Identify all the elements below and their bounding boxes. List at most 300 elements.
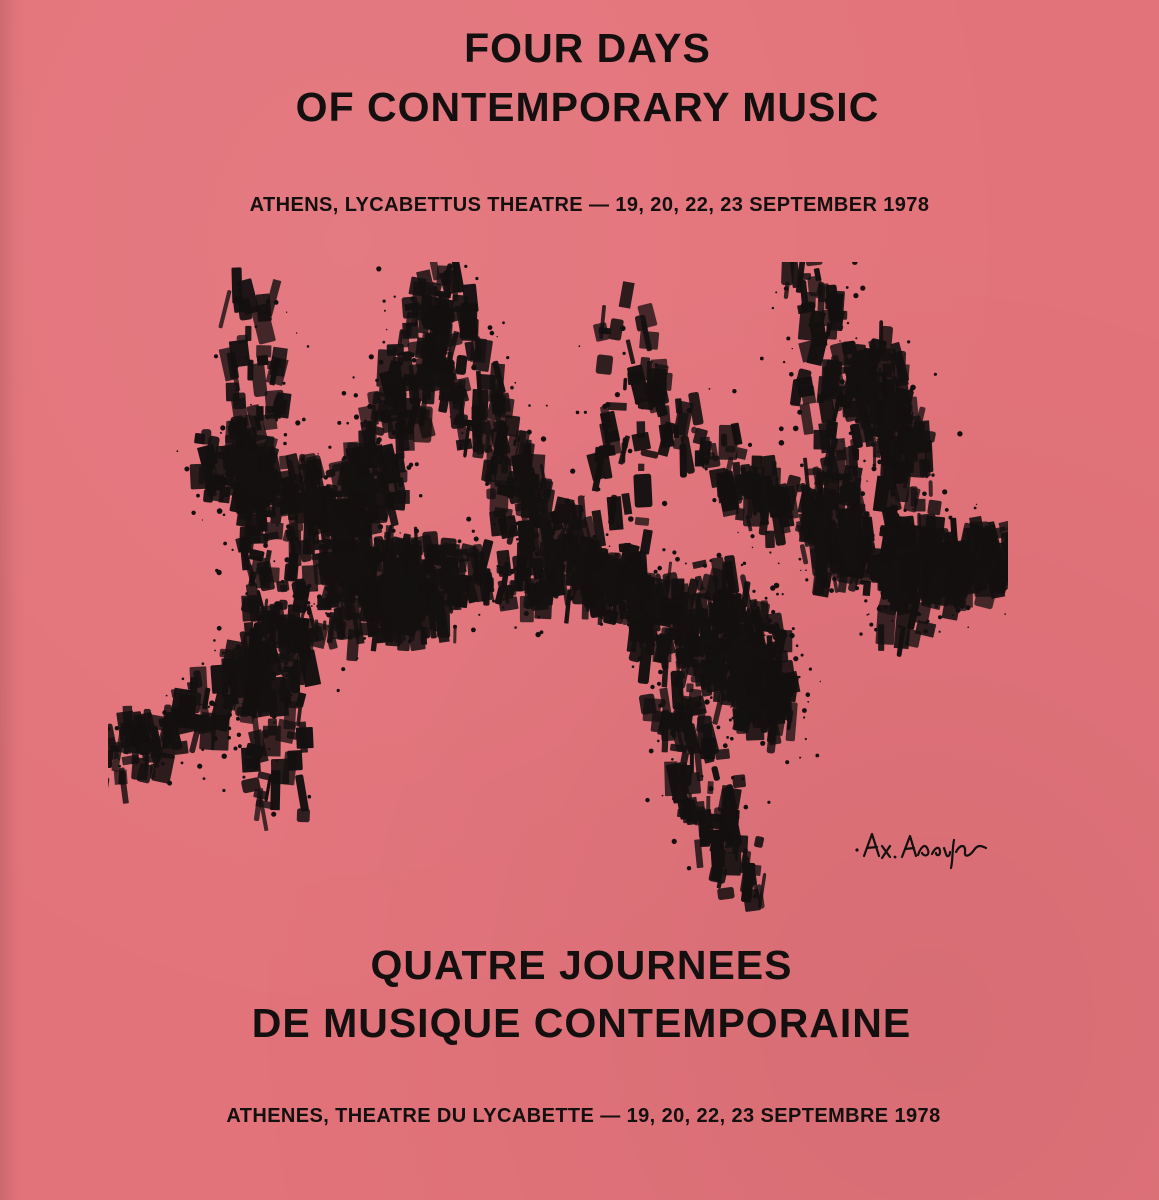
ink-speckle (397, 384, 398, 385)
ink-speckle (675, 557, 680, 562)
ink-speckle (400, 532, 401, 533)
ink-speckle (914, 422, 917, 425)
ink-speckle (831, 444, 836, 449)
ink-speckle (864, 512, 868, 516)
ink-speckle (307, 584, 311, 588)
ink-speckle (711, 722, 713, 724)
ink-speckle (261, 450, 265, 454)
ink-speckle (826, 502, 832, 508)
ink-speckle (217, 626, 222, 631)
ink-speckle (890, 548, 892, 550)
ink-speckle (290, 694, 292, 696)
ink-speckle (638, 598, 641, 601)
ink-speckle (383, 300, 386, 303)
ink-speckle (378, 524, 383, 529)
ink-speckle (658, 670, 663, 675)
ink-speckle (237, 733, 241, 737)
ink-speckle (820, 681, 821, 682)
ink-blot (937, 594, 950, 607)
ink-speckle (811, 521, 816, 526)
ink-blot (732, 774, 746, 788)
ink-speckle (516, 538, 519, 541)
ink-speckle (371, 441, 374, 444)
ink-blot (493, 457, 513, 487)
ink-blot (432, 315, 450, 335)
ink-speckle (852, 262, 858, 265)
ink-speckle (278, 410, 280, 412)
ink-speckle (407, 313, 411, 317)
ink-speckle (796, 644, 799, 647)
ink-speckle (393, 348, 397, 352)
ink-speckle (709, 559, 712, 562)
ink-speckle (663, 582, 666, 585)
ink-speckle (525, 547, 530, 552)
ink-speckle (300, 457, 305, 462)
ink-speckle (213, 639, 216, 642)
ink-speckle (850, 428, 855, 433)
ink-speckle (929, 590, 932, 593)
ink-speckle (391, 430, 396, 435)
ink-speckle (818, 337, 823, 342)
ink-blot (917, 513, 921, 532)
ink-speckle (147, 743, 150, 746)
ink-speckle (301, 650, 303, 652)
ink-speckle (312, 485, 314, 487)
ink-speckle (293, 529, 295, 531)
ink-speckle (118, 765, 121, 768)
ink-speckle (363, 556, 366, 559)
ink-speckle (712, 577, 716, 581)
ink-speckle (376, 613, 377, 614)
ink-speckle (196, 494, 200, 498)
ink-speckle (584, 541, 586, 543)
ink-speckle (474, 547, 476, 549)
ink-speckle (168, 737, 170, 739)
ink-speckle (427, 570, 432, 575)
ink-speckle (936, 571, 941, 576)
ink-speckle (272, 672, 276, 676)
ink-speckle (867, 400, 870, 403)
ink-speckle (836, 516, 839, 519)
ink-speckle (771, 610, 775, 614)
title-english-line-1: FOUR DAYS (464, 25, 711, 71)
ink-speckle (711, 846, 715, 850)
ink-speckle (325, 518, 328, 521)
ink-speckle (214, 650, 216, 652)
ink-speckle (416, 606, 421, 611)
ink-speckle (316, 471, 319, 474)
ink-speckle (765, 624, 769, 628)
ink-speckle (328, 446, 331, 449)
ink-speckle (385, 448, 391, 454)
ink-speckle (731, 776, 734, 779)
ink-speckle (655, 363, 658, 366)
ink-speckle (386, 545, 391, 550)
ink-speckle (383, 624, 385, 626)
ink-blot (679, 764, 694, 786)
ink-speckle (215, 689, 217, 691)
ink-speckle (450, 416, 452, 418)
ink-speckle (291, 626, 295, 630)
ink-speckle (222, 754, 227, 759)
ink-blot (732, 708, 747, 730)
ink-speckle (593, 535, 596, 538)
ink-speckle (375, 555, 379, 559)
ink-speckle (396, 506, 399, 509)
ink-speckle (709, 388, 711, 390)
ink-blot (927, 499, 942, 515)
ink-speckle (197, 764, 202, 769)
ink-speckle (348, 549, 353, 554)
ink-speckle (537, 616, 540, 619)
ink-speckle (801, 485, 805, 489)
ink-speckle (790, 507, 794, 511)
ink-speckle (726, 626, 727, 627)
ink-speckle (752, 547, 754, 549)
ink-blot (282, 751, 298, 785)
ink-speckle (311, 605, 313, 607)
ink-speckle (1003, 562, 1008, 567)
ink-speckle (701, 775, 704, 778)
ink-speckle (502, 606, 504, 608)
ink-speckle (818, 561, 820, 563)
ink-speckle (343, 533, 346, 536)
title-english-line-2: OF CONTEMPORARY MUSIC (295, 84, 880, 130)
ink-speckle (851, 539, 856, 544)
ink-blot (236, 417, 247, 452)
ink-speckle (874, 628, 878, 632)
ink-speckle (430, 567, 433, 570)
ink-speckle (703, 451, 706, 454)
ink-speckle (672, 797, 675, 800)
ink-blot (799, 403, 814, 435)
ink-speckle (507, 557, 509, 559)
ink-speckle (569, 596, 574, 601)
ink-speckle (884, 466, 887, 469)
ink-speckle (873, 393, 877, 397)
ink-speckle (996, 543, 998, 545)
ink-speckle (419, 494, 422, 497)
ink-speckle (240, 490, 243, 493)
ink-blot (831, 388, 843, 412)
ink-speckle (878, 353, 879, 354)
ink-speckle (931, 473, 934, 476)
ink-speckle (877, 460, 882, 465)
ink-speckle (308, 795, 312, 799)
ink-speckle (602, 566, 607, 571)
artist-signature (852, 826, 992, 870)
ink-speckle (561, 572, 563, 574)
ink-speckle (704, 699, 709, 704)
ink-speckle (632, 665, 635, 668)
ink-speckle (227, 712, 232, 717)
ink-speckle (827, 424, 830, 427)
ink-speckle (800, 464, 804, 468)
ink-speckle (777, 710, 781, 714)
ink-speckle (698, 815, 703, 820)
ink-speckle (806, 692, 811, 697)
ink-speckle (848, 385, 852, 389)
ink-blot (619, 543, 632, 553)
ink-blot (595, 354, 613, 375)
ink-speckle (773, 718, 776, 721)
ink-speckle (289, 474, 290, 475)
ink-speckle (956, 566, 958, 568)
ink-speckle (181, 762, 184, 765)
ink-speckle (785, 760, 789, 764)
ink-speckle (846, 417, 848, 419)
ink-speckle (595, 604, 598, 607)
ink-speckle (766, 715, 768, 717)
ink-speckle (804, 391, 806, 393)
ink-speckle (356, 657, 358, 659)
ink-speckle (724, 657, 728, 661)
ink-speckle (809, 668, 812, 671)
ink-blot (711, 766, 720, 782)
ink-blot (123, 706, 133, 729)
ink-speckle (506, 356, 509, 359)
ink-speckle (732, 635, 736, 639)
ink-blot (194, 433, 205, 445)
ink-speckle (784, 286, 788, 290)
ink-speckle (542, 537, 547, 542)
ink-speckle (662, 548, 665, 551)
ink-speckle (461, 432, 463, 434)
ink-speckle (337, 421, 341, 425)
ink-speckle (639, 625, 644, 630)
ink-speckle (907, 340, 910, 343)
ink-speckle (710, 696, 713, 699)
ink-blot (929, 480, 933, 497)
ink-speckle (497, 336, 498, 337)
ink-blot (750, 656, 763, 674)
ink-speckle (737, 532, 738, 533)
ink-speckle (734, 613, 736, 615)
ink-speckle (781, 505, 783, 507)
ink-speckle (685, 745, 688, 748)
ink-speckle (730, 706, 732, 708)
ink-speckle (376, 440, 380, 444)
ink-speckle (673, 676, 678, 681)
ink-speckle (799, 757, 801, 759)
ink-speckle (590, 587, 595, 592)
ink-speckle (888, 470, 893, 475)
ink-speckle (311, 530, 316, 535)
ink-speckle (412, 376, 413, 377)
ink-speckle (285, 557, 290, 562)
ink-speckle (420, 292, 421, 293)
ink-speckle (934, 589, 938, 593)
ink-blot (781, 262, 794, 285)
ink-blot (497, 566, 509, 574)
ink-speckle (762, 655, 768, 661)
ink-speckle (755, 666, 760, 671)
ink-speckle (492, 600, 495, 603)
ink-speckle (860, 286, 865, 291)
ink-speckle (252, 580, 255, 583)
ink-speckle (942, 593, 945, 596)
ink-speckle (215, 569, 218, 572)
ink-speckle (736, 674, 741, 679)
ink-speckle (584, 411, 587, 414)
ink-blot (453, 627, 456, 644)
ink-speckle (765, 597, 768, 600)
ink-blot (118, 771, 126, 785)
ink-speckle (703, 588, 705, 590)
ink-speckle (369, 455, 373, 459)
ink-speckle (753, 512, 757, 516)
ink-speckle (512, 480, 515, 483)
ink-speckle (393, 375, 395, 377)
ink-speckle (308, 628, 314, 634)
ink-speckle (687, 408, 693, 414)
ink-speckle (812, 542, 813, 543)
ink-speckle (960, 604, 965, 609)
ink-speckle (315, 589, 317, 591)
ink-speckle (375, 379, 378, 382)
ink-speckle (637, 656, 642, 661)
ink-speckle (384, 310, 386, 312)
ink-speckle (620, 579, 623, 582)
ink-speckle (789, 665, 790, 666)
ink-speckle (578, 586, 582, 590)
ink-speckle (187, 723, 191, 727)
ink-blot (225, 421, 234, 444)
ink-speckle (898, 625, 901, 628)
ink-speckle (728, 602, 731, 605)
ink-speckle (405, 627, 408, 630)
ink-speckle (424, 349, 427, 352)
ink-speckle (657, 740, 660, 743)
ink-speckle (732, 389, 736, 393)
ink-speckle (863, 564, 865, 566)
ink-speckle (398, 577, 400, 579)
ink-speckle (613, 603, 616, 606)
ink-speckle (266, 417, 269, 420)
ink-speckle (866, 614, 868, 616)
ink-speckle (408, 640, 412, 644)
ink-speckle (699, 665, 704, 670)
ink-speckle (627, 623, 630, 626)
ink-speckle (354, 580, 357, 583)
ink-speckle (400, 641, 403, 644)
ink-speckle (466, 315, 469, 318)
ink-speckle (472, 530, 475, 533)
ink-speckle (807, 487, 811, 491)
ink-speckle (839, 340, 841, 342)
ink-speckle (202, 662, 205, 665)
ink-speckle (815, 548, 816, 549)
ink-speckle (262, 676, 267, 681)
ink-speckle (238, 509, 242, 513)
ink-speckle (321, 544, 326, 549)
ink-speckle (256, 479, 260, 483)
ink-speckle (904, 582, 907, 585)
ink-blot (257, 624, 277, 634)
ink-blot (665, 576, 669, 587)
ink-speckle (767, 532, 769, 534)
ink-speckle (546, 405, 548, 407)
ink-speckle (935, 535, 939, 539)
ink-speckle (405, 447, 408, 450)
ink-blot (717, 887, 735, 901)
ink-speckle (837, 534, 838, 535)
ink-speckle (774, 583, 780, 589)
ink-blot (621, 493, 632, 515)
ink-speckle (348, 495, 353, 500)
ink-speckle (972, 579, 976, 583)
ink-speckle (790, 684, 793, 687)
ink-speckle (348, 635, 353, 640)
ink-speckle (394, 387, 398, 391)
ink-speckle (629, 564, 633, 568)
ink-speckle (923, 579, 925, 581)
ink-speckle (298, 671, 300, 673)
ink-speckle (750, 534, 754, 538)
ink-speckle (734, 558, 735, 559)
ink-speckle (363, 637, 366, 640)
ink-speckle (390, 454, 395, 459)
ink-speckle (916, 542, 918, 544)
ink-speckle (884, 605, 888, 609)
ink-speckle (386, 329, 388, 331)
ink-speckle (302, 418, 306, 422)
ink-speckle (236, 644, 241, 649)
ink-blot (664, 761, 678, 796)
ink-speckle (377, 398, 379, 400)
ink-speckle (166, 695, 168, 697)
ink-blot (108, 777, 110, 799)
ink-speckle (636, 591, 640, 595)
ink-speckle (782, 593, 784, 595)
ink-speckle (882, 449, 884, 451)
ink-speckle (282, 624, 284, 626)
ink-speckle (271, 812, 276, 817)
ink-speckle (242, 776, 245, 779)
ink-blot (130, 730, 143, 739)
ink-blot (636, 421, 645, 438)
ink-blot (732, 835, 748, 853)
ink-speckle (963, 571, 966, 574)
ink-speckle (352, 376, 354, 378)
ink-speckle (662, 501, 667, 506)
ink-speckle (912, 508, 914, 510)
ink-speckle (740, 713, 745, 718)
ink-speckle (909, 388, 913, 392)
ink-speckle (848, 504, 849, 505)
ink-speckle (623, 352, 626, 355)
ink-speckle (210, 733, 212, 735)
ink-speckle (394, 296, 396, 298)
ink-speckle (255, 325, 258, 328)
ink-speckle (392, 553, 394, 555)
ink-speckle (258, 677, 260, 679)
ink-speckle (775, 291, 777, 293)
ink-blot (359, 623, 376, 636)
ink-speckle (271, 474, 275, 478)
ink-speckle (342, 456, 346, 460)
ink-blot (743, 680, 749, 693)
ink-speckle (328, 639, 330, 641)
ink-speckle (410, 297, 414, 301)
ink-speckle (273, 450, 276, 453)
ink-speckle (514, 382, 516, 384)
ink-speckle (868, 540, 870, 542)
ink-speckle (206, 458, 208, 460)
ink-speckle (531, 564, 534, 567)
ink-speckle (709, 649, 714, 654)
ink-blot (919, 458, 931, 477)
